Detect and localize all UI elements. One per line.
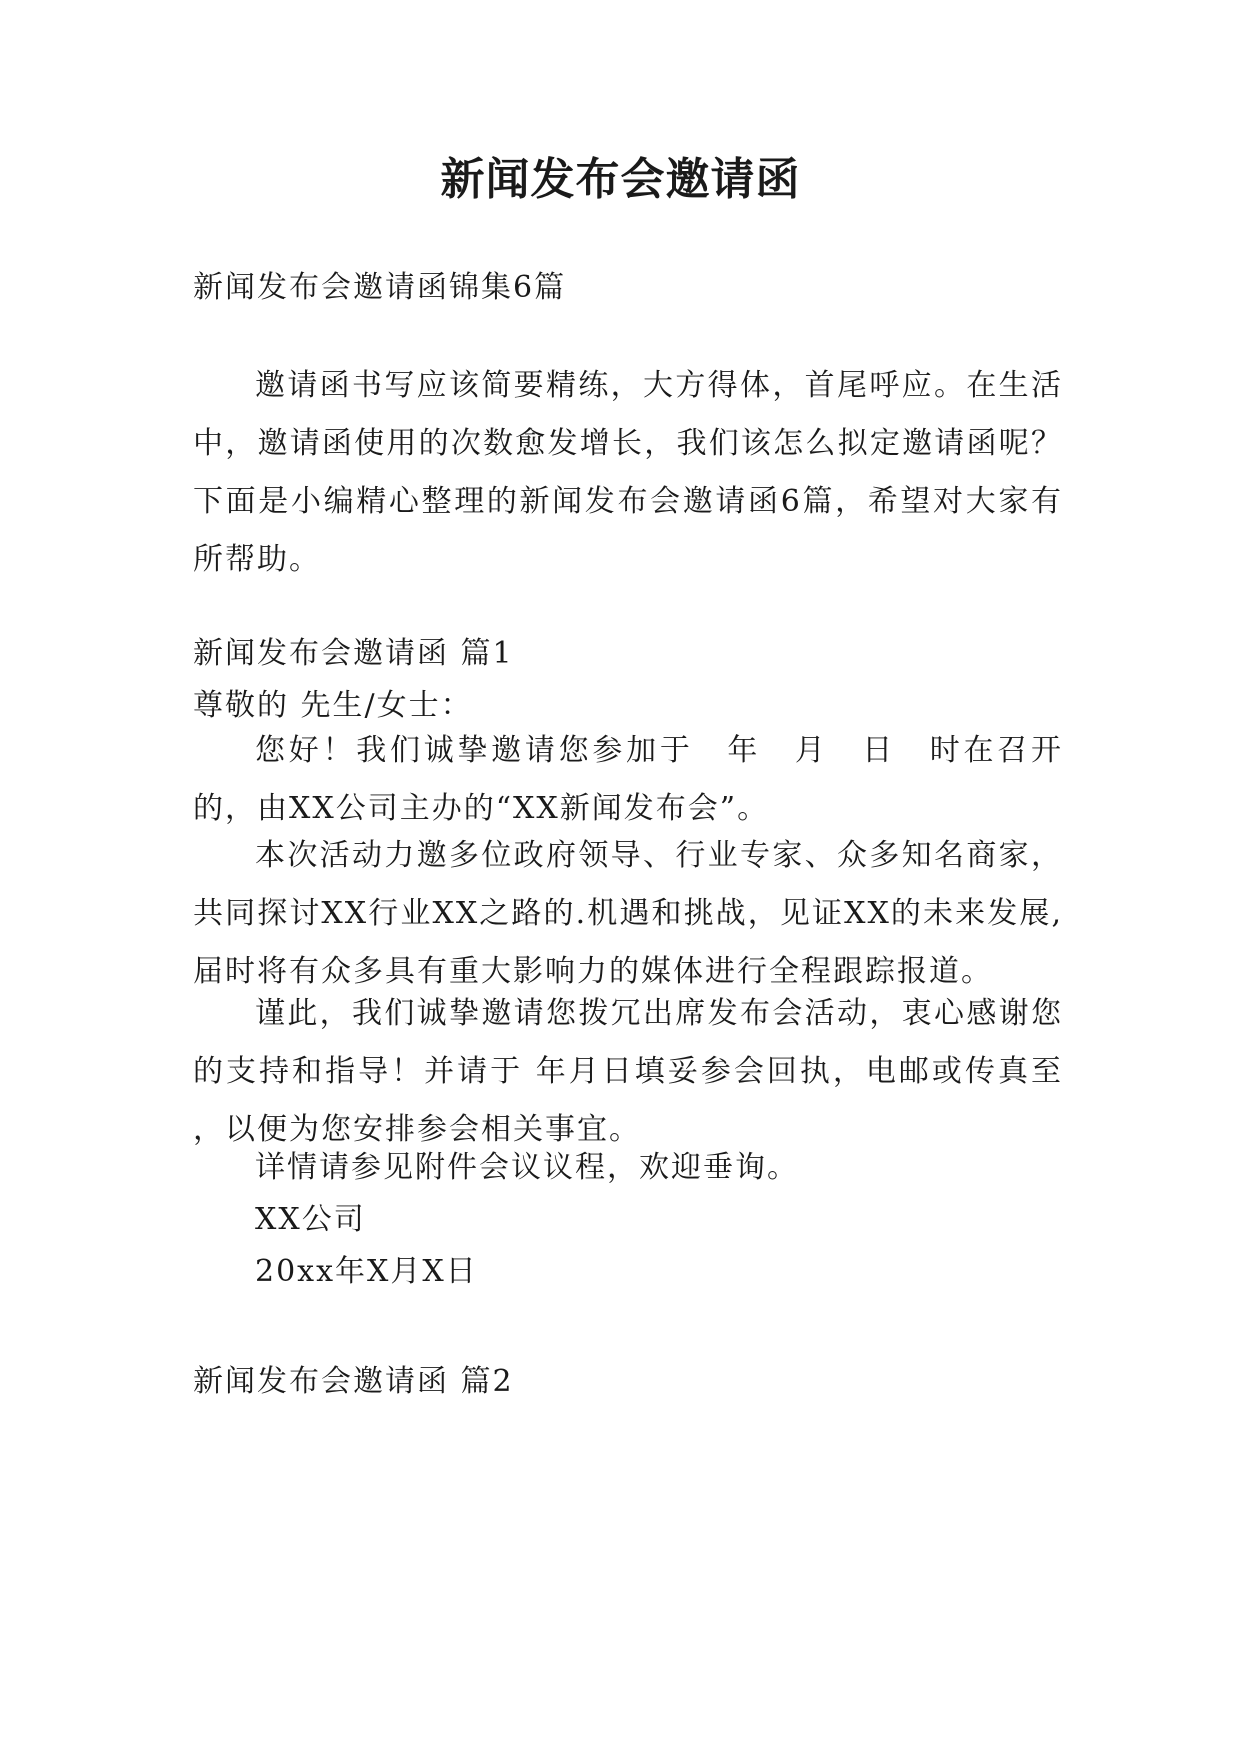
body-paragraph-1: 您好！我们诚挚邀请您参加于 年 月 日 时在召开的，由XX公司主办的“XX新闻发布会”。 (193, 733, 1063, 826)
salutation: 尊敬的 先生/女士： (193, 688, 473, 723)
body-paragraph-3: 谨此，我们诚挚邀请您拨冗出席发布会活动，衷心感谢您的支持和指导！并请于 年月日填妥参会回执，电邮或传真至 ，以便为您安排参会相关事宜。 (193, 996, 1063, 1147)
section-2-heading: 新闻发布会邀请函 篇2 (193, 1364, 514, 1399)
intro-paragraph: 邀请函书写应该简要精练，大方得体，首尾呼应。在生活中，邀请函使用的次数愈发增长，我们该怎么拟定邀请函呢？下面是小编精心整理的新闻发布会邀请函6篇，希望对大家有所帮助。 (193, 368, 1063, 577)
body-paragraph-4: 详情请参见附件会议议程，欢迎垂询。 (255, 1150, 799, 1185)
signature-date: 20xx年X月X日 (255, 1254, 478, 1289)
body-paragraph-2: 本次活动力邀多位政府领导、行业专家、众多知名商家，共同探讨XX行业XX之路的.机遇和挑战，见证XX的未来发展,届时将有众多具有重大影响力的媒体进行全程跟踪报道。 (193, 838, 1063, 989)
section-1-heading: 新闻发布会邀请函 篇1 (193, 636, 514, 671)
collection-subtitle: 新闻发布会邀请函锦集6篇 (193, 270, 567, 305)
document-title: 新闻发布会邀请函 (440, 154, 801, 205)
signature-company: XX公司 (255, 1202, 366, 1237)
